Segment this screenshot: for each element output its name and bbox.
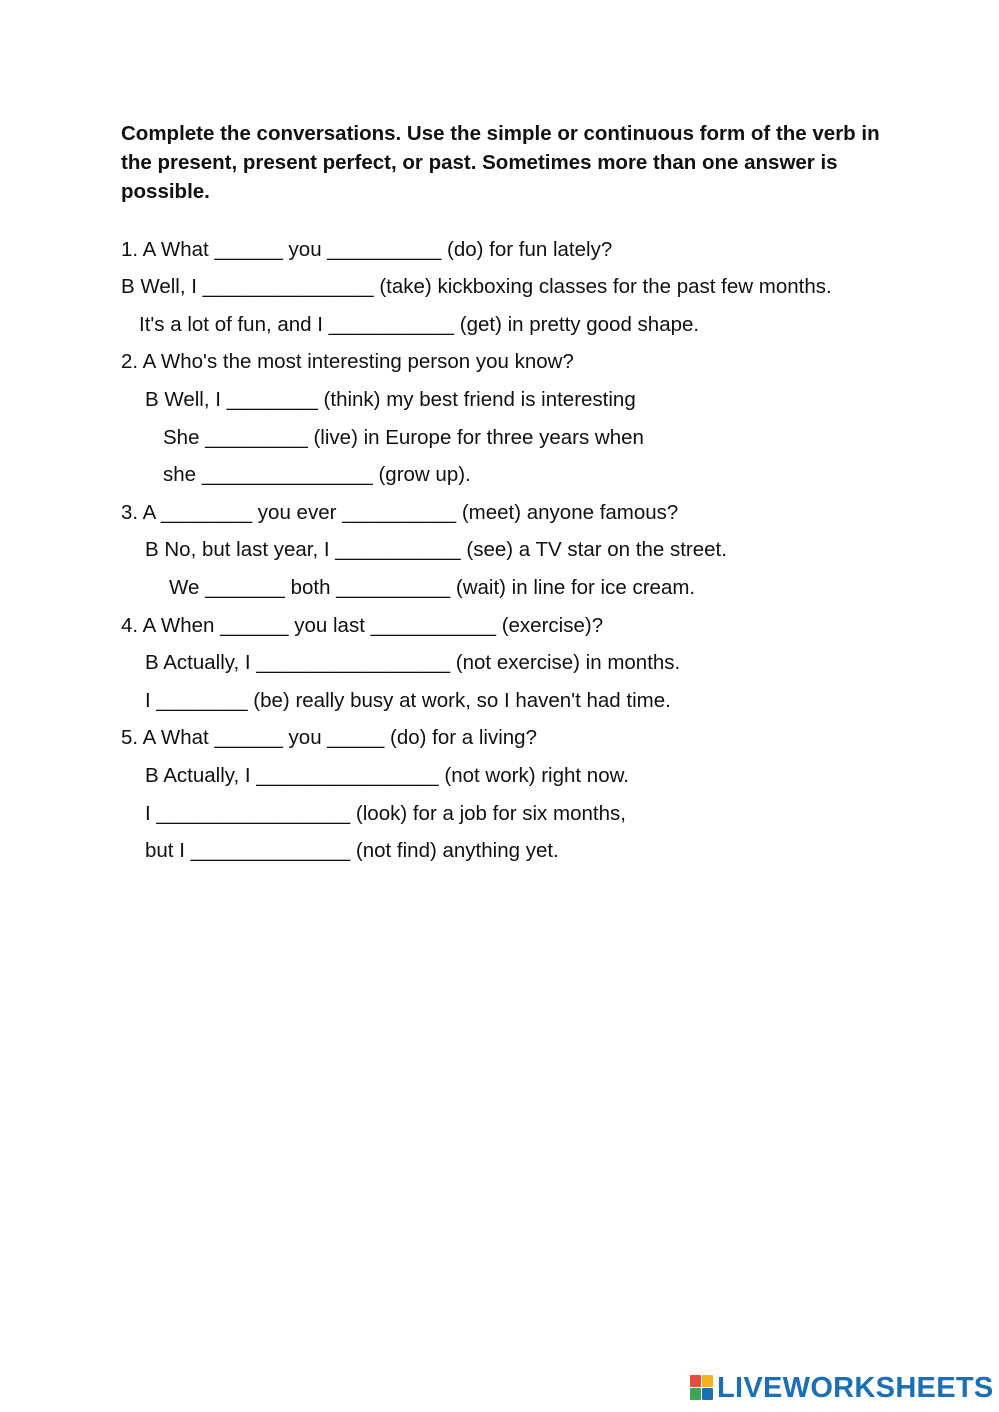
liveworksheets-logo (690, 1372, 994, 1404)
line-1c: It's a lot of fun, and I ___________ (get) in pretty good shape. (139, 313, 700, 336)
line-5a: 5. A What ______ you _____ (do) for a living? (121, 726, 537, 749)
line-4c: I ________ (be) really busy at work, so I haven't had time. (145, 689, 671, 712)
line-3a: 3. A ________ you ever __________ (meet) anyone famous? (121, 501, 679, 524)
line-4b: B Actually, I _________________ (not exercise) in months. (145, 651, 681, 674)
line-4a: 4. A When ______ you last ___________ (exercise)? (121, 614, 604, 637)
logo-mark-icon (690, 1375, 714, 1401)
line-5c: I _________________ (look) for a job for six months, (145, 802, 626, 825)
logo-block-red (690, 1375, 701, 1387)
line-5d: but I ______________ (not find) anything yet. (145, 839, 559, 862)
logo-text: LIVEWORKSHEETS (717, 1371, 994, 1404)
line-2d: she _______________ (grow up). (163, 463, 471, 486)
logo-block-blue (702, 1388, 713, 1400)
instructions: Complete the conversations. Use the simple or continuous form of the verb in the present, present perfect, or past. Sometimes more than one answer is possible. (121, 122, 880, 203)
line-2a: 2. A Who's the most interesting person you know? (121, 350, 574, 373)
line-1b: B Well, I _______________ (take) kickboxing classes for the past few months. (121, 275, 832, 298)
line-2b: B Well, I ________ (think) my best friend is interesting (145, 388, 636, 411)
line-1a: 1. A What ______ you __________ (do) for fun lately? (121, 238, 613, 261)
line-3b: B No, but last year, I ___________ (see) a TV star on the street. (145, 538, 727, 561)
logo-block-green (690, 1388, 701, 1400)
line-5b: B Actually, I ________________ (not work) right now. (145, 764, 629, 787)
line-2c: She _________ (live) in Europe for three years when (163, 426, 644, 449)
line-3c: We _______ both __________ (wait) in line for ice cream. (169, 576, 696, 599)
logo-block-yellow (702, 1375, 713, 1387)
